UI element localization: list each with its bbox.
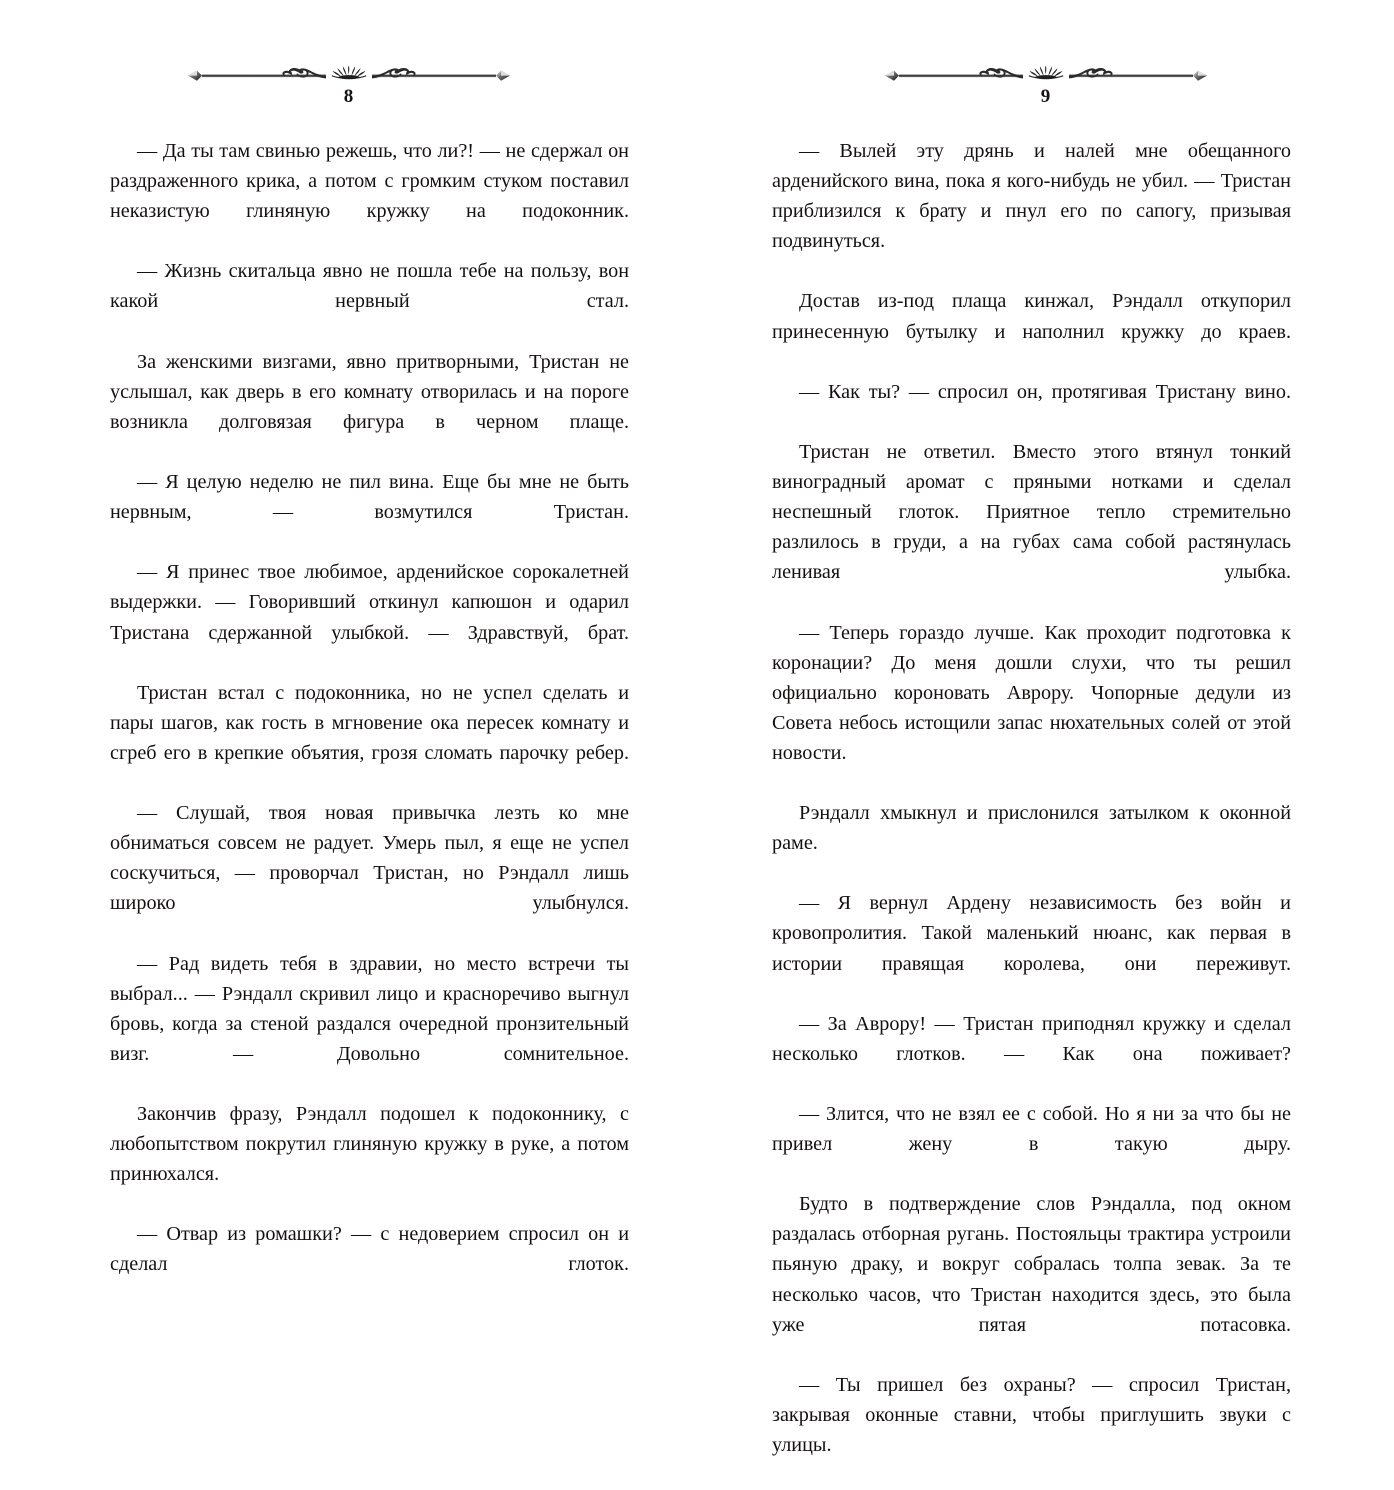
- page-number: 9: [1040, 86, 1051, 107]
- body-text-right: [772, 136, 1291, 1490]
- paragraph: — Я вернул Ардену независимость без войн и кровопролития. Такой маленький нюанс, как первая в истории правящая королева, они переживут.: [772, 892, 1291, 975]
- paragraph: — Теперь гораздо лучше. Как проходит подготовка к коронации? До меня дошли слухи, что ты решил официально короновать Аврору. Чопорные дедули из Совета небось истощили запас нюхательных солей от этой новости.: [772, 621, 1291, 764]
- paragraph: — Я целую неделю не пил вина. Еще бы мне не быть нервным, — возмутился Тристан.: [110, 471, 629, 524]
- paragraph: За женскими визгами, явно притворными, Тристан не услышал, как дверь в его комнату отворилась и на пороге возникла долговязая фигура в черном плаще.: [110, 350, 629, 433]
- paragraph: Тристан не ответил. Вместо этого втянул тонкий виноградный аромат с пряными нотками и сделал неспешный глоток. Приятное тепло стремительно разлилось в груди, а на губах сама собой растянулась ленивая улыбка.: [772, 440, 1291, 584]
- paragraph: Рэндалл хмыкнул и прислонился затылком к оконной раме.: [772, 802, 1291, 855]
- book-page-right: [697, 0, 1394, 1457]
- paragraph: — Ты пришел без охраны? — спросил Тристан, закрывая оконные ставни, чтобы приглушить звуки с улицы.: [772, 1373, 1291, 1457]
- paragraph: — Жизнь скитальца явно не пошла тебе на пользу, вон какой нервный стал.: [110, 260, 629, 313]
- paragraph: — Отвар из ромашки? — с недоверием спросил он и сделал глоток.: [110, 1223, 629, 1276]
- paragraph: Достав из-под плаща кинжал, Рэндалл откупорил принесенную бутылку и наполнил кружку до краев.: [772, 290, 1291, 343]
- page-header-right: [697, 56, 1394, 122]
- book-page-left: [0, 0, 697, 1276]
- paragraph: — За Аврору! — Тристан приподнял кружку и сделал несколько глотков. — Как она поживает?: [772, 1012, 1291, 1065]
- paragraph: Тристан встал с подоконника, но не успел сделать и пары шагов, как гость в мгновение ока пересек комнату и сгреб его в крепкие объятия, грозя сломать парочку ребер.: [110, 681, 629, 764]
- paragraph: — Слушай, твоя новая привычка лезть ко мне обниматься совсем не радует. Умерь пыл, я еще не успел соскучиться, — проворчал Тристан, но Рэндалл лишь широко улыбнулся.: [110, 802, 629, 915]
- page-number: 8: [343, 86, 354, 107]
- paragraph: — Как ты? — спросил он, протягивая Тристану вино.: [799, 380, 1291, 403]
- paragraph: Будто в подтверждение слов Рэндалла, под окном раздалась отборная ругань. Постояльцы трактира устроили пьяную драку, и вокруг собралась толпа зевак. За те несколько часов, что Тристан находится здесь, это была уже пятая потасовка.: [772, 1193, 1291, 1336]
- paragraph: — Вылей эту дрянь и налей мне обещанного арденийского вина, пока я кого-нибудь не убил. — Тристан приблизился к брату и пнул его по сапогу, призывая подвинуться.: [772, 140, 1291, 253]
- paragraph: — Злится, что не взял ее с собой. Но я ни за что бы не привел жену в такую дыру.: [772, 1103, 1291, 1156]
- paragraph: — Да ты там свинью режешь, что ли?! — не сдержал он раздраженного крика, а потом с громким стуком поставил неказистую глиняную кружку на подоконник.: [110, 140, 629, 223]
- paragraph: — Я принес твое любимое, арденийское сорокалетней выдержки. — Говоривший откинул капюшон и одарил Тристана сдержанной улыбкой. — Здравствуй, брат.: [110, 561, 629, 644]
- body-text-left: [110, 136, 629, 1310]
- paragraph: — Рад видеть тебя в здравии, но место встречи ты выбрал... — Рэндалл скривил лицо и красноречиво выгнул бровь, когда за стеной раздался очередной пронзительный визг. — Довольно сомнительное.: [110, 952, 629, 1065]
- paragraph: Закончив фразу, Рэндалл подошел к подоконнику, с любопытством покрутил глиняную кружку в руке, а потом принюхался.: [110, 1103, 629, 1186]
- page-header-left: [0, 56, 697, 122]
